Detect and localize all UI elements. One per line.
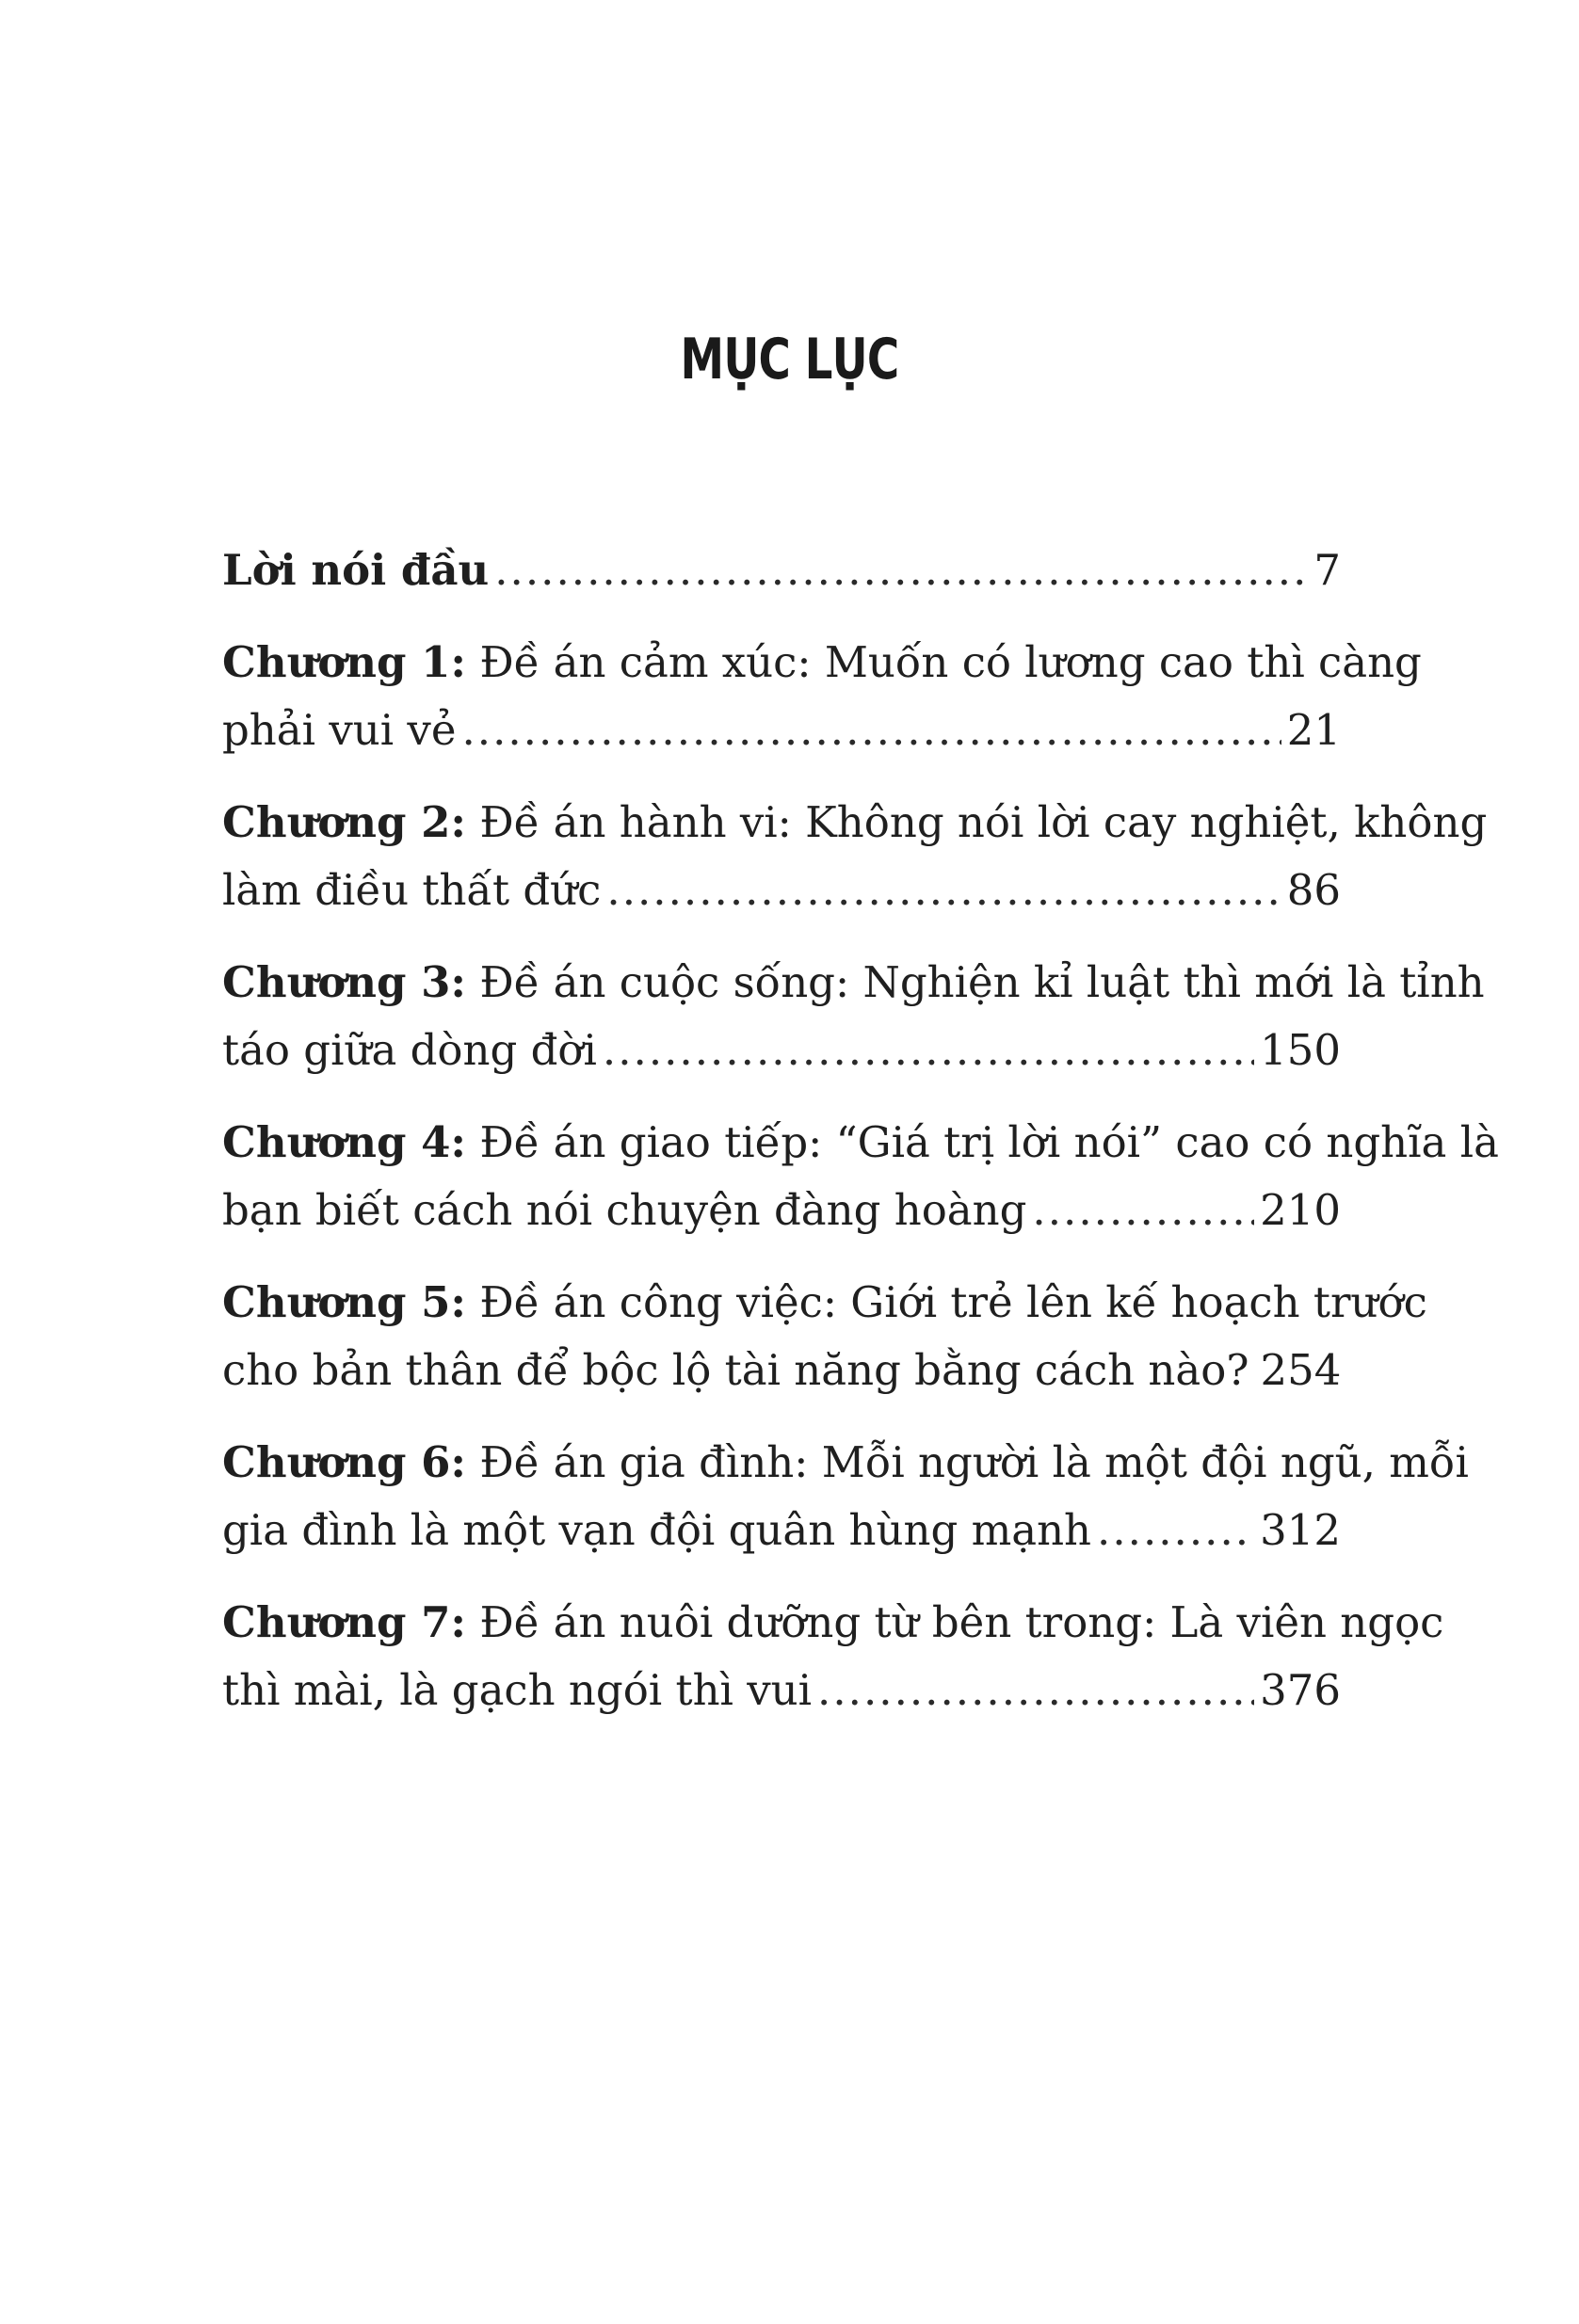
toc-entry-chapter-5[interactable] [222,1269,1427,1404]
toc-entry-title-continued: phải vui vẻ [222,705,457,755]
toc-entry-chapter-1[interactable] [222,629,1422,764]
toc-page-number: 312 [1260,1505,1341,1555]
dot-leader [603,1017,1254,1084]
toc-entry-chapter-3[interactable] [222,949,1485,1084]
toc-line [222,1337,1341,1404]
toc-entry-title-continued: thì mài, là gạch ngói thì vui [222,1665,813,1715]
toc-line [222,1589,1444,1657]
toc-entry-label: Chương 6: [222,1437,467,1487]
dot-leader [1032,1177,1254,1244]
dot-leader [461,697,1281,764]
toc-line [222,857,1341,924]
toc-entry-title: Đề án cảm xúc: Muốn có lương cao thì càng [479,637,1422,687]
toc-entry-title-continued: làm điều thất đức [222,865,602,915]
toc-entry-title: Đề án công việc: Giới trẻ lên kế hoạch trước [479,1277,1427,1327]
toc-line [222,949,1485,1017]
toc-entry-title-continued: bạn biết cách nói chuyện đàng hoàng [222,1185,1027,1235]
toc-entry-title: Đề án gia đình: Mỗi người là một đội ngũ, mỗi [479,1437,1469,1487]
toc-entry-title: Đề án nuôi dưỡng từ bên trong: Là viên ngọc [479,1597,1444,1647]
toc-line [222,1657,1341,1724]
toc-entry-title: Đề án cuộc sống: Nghiện kỉ luật thì mới là tỉnh [479,957,1485,1007]
toc-entry-title: Đề án hành vi: Không nói lời cay nghiệt, không [479,797,1488,847]
toc-entry-preface[interactable] [222,537,1341,604]
toc-page-number: 7 [1313,545,1341,595]
dot-leader [1097,1497,1254,1564]
toc-entry-label: Chương 2: [222,797,467,847]
toc-page-number: 210 [1260,1185,1341,1235]
toc-line [222,1017,1341,1084]
toc-line [222,1177,1341,1244]
page-title: MỤC LỤC [680,327,899,393]
toc-entry-label: Chương 5: [222,1277,467,1327]
toc-page-number: 254 [1260,1345,1342,1395]
toc-entry-label: Chương 3: [222,957,467,1007]
toc-entry-label: Chương 7: [222,1597,467,1647]
toc-page-number: 21 [1286,705,1341,755]
toc-entry-title-continued: táo giữa dòng đời [222,1025,597,1075]
toc-entry-label: Chương 1: [222,637,467,687]
toc-line [222,1269,1427,1337]
toc-line [222,1497,1341,1564]
dot-leader [494,537,1308,604]
dot-leader [606,857,1281,924]
table-of-contents [222,537,1499,1749]
toc-entry-chapter-6[interactable] [222,1429,1469,1564]
toc-entry-chapter-2[interactable] [222,789,1488,924]
toc-entry-title-continued: cho bản thân để bộc lộ tài năng bằng cách nào? [222,1345,1249,1395]
toc-page-number: 150 [1260,1025,1341,1075]
toc-line [222,697,1341,764]
toc-entry-chapter-7[interactable] [222,1589,1444,1724]
toc-entry-chapter-4[interactable] [222,1109,1499,1244]
toc-line [222,629,1422,697]
toc-line [222,789,1488,857]
toc-page-number: 86 [1286,865,1341,915]
toc-entry-label: Lời nói đầu [222,545,490,595]
toc-line [222,537,1341,604]
toc-entry-title: Đề án giao tiếp: “Giá trị lời nói” cao có nghĩa là [479,1117,1499,1167]
toc-entry-title-continued: gia đình là một vạn đội quân hùng mạnh [222,1505,1092,1555]
toc-line [222,1429,1469,1497]
dot-leader [817,1657,1254,1724]
toc-entry-label: Chương 4: [222,1117,467,1167]
toc-page-number: 376 [1260,1665,1341,1715]
toc-line [222,1109,1499,1177]
